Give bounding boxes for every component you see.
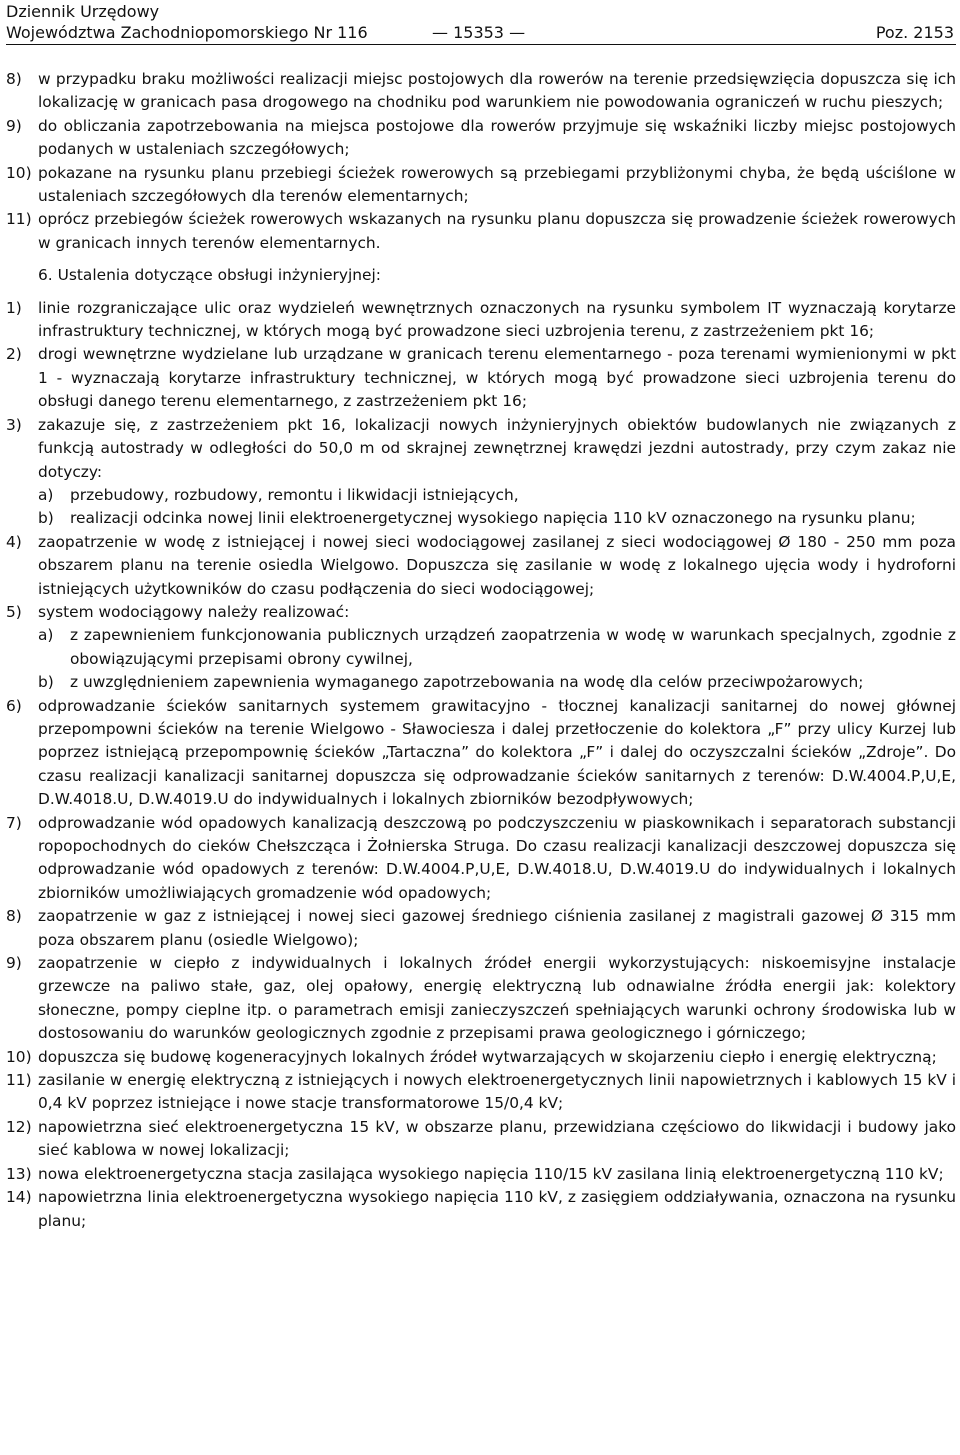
list-item-number: 11) — [6, 1071, 32, 1090]
list-item-text: zaopatrzenie w ciepło z indywidualnych i lokalnych źródeł energii wykorzystujących: niskoemisyjne instalacje grzewcze na paliwo stałe, gaz, olej opałowy, energię elektryczną lub odnawialne źródła energii jak: kolektory słoneczne, pompy cieplne itp. o parametrach emisji zanieczyszczeń spełniających warunki ochrony środowiska lub w dostosowaniu do warunków geologicznych zgodnie z przepisami prawa geologicznego i górniczego; — [38, 954, 956, 1043]
list-item-text: do obliczania zapotrzebowania na miejsca postojowe dla rowerów przyjmuje się wskaźniki liczby miejsc postojowych podanych w ustaleniach szczegółowych; — [38, 116, 956, 159]
list-item-text: system wodociągowy należy realizować: — [38, 602, 350, 621]
list-item-number: 11) — [6, 210, 32, 229]
sub-list-item — [38, 671, 956, 694]
list-item-number: 8) — [6, 907, 22, 926]
list-item — [6, 601, 956, 624]
list-item-number: 6) — [6, 696, 22, 715]
sub-list-item-letter: a) — [38, 626, 54, 645]
list-item-text: zaopatrzenie w wodę z istniejącej i nowej sieci wodociągowej zasilanej z sieci wodociągowej Ø 180 - 250 mm poza obszarem planu na terenie osiedla Wielgowo. Dopuszcza się zasilanie w wodę z lokalnego ujęcia wody i hydroforni istniejących użytkowników do czasu podłączenia do sieci wodociągowej; — [38, 532, 956, 598]
list-item-text: napowietrzna linia elektroenergetyczna wysokiego napięcia 110 kV, z zasięgiem oddziaływania, oznaczona na rysunku planu; — [38, 1188, 956, 1230]
section-list — [6, 297, 956, 1233]
list-item-number: 12) — [6, 1117, 32, 1136]
journal-subtitle: Województwa Zachodniopomorskiego Nr 116 — [6, 23, 368, 42]
list-item-text: oprócz przebiegów ścieżek rowerowych wskazanych na rysunku planu dopuszcza się prowadzenie ścieżek rowerowych w granicach innych terenów elementarnych. — [38, 210, 956, 252]
journal-title: Dziennik Urzędowy — [6, 2, 160, 21]
list-item — [6, 414, 956, 484]
list-item-number: 5) — [6, 602, 22, 621]
page-header — [6, 0, 956, 48]
list-item — [6, 162, 956, 209]
position-number: Poz. 2153 — [875, 23, 954, 42]
list-item — [6, 1046, 956, 1069]
sub-list-item-text: realizacji odcinka nowej linii elektroenergetycznej wysokiego napięcia 110 kV oznaczonego na rysunku planu; — [70, 509, 916, 528]
list-item — [6, 297, 956, 344]
list-item-number: 1) — [6, 298, 22, 317]
list-item-number: 13) — [6, 1164, 32, 1183]
section-heading — [6, 264, 956, 287]
page-number: — 15353 — — [432, 23, 526, 42]
sub-list-item — [38, 484, 956, 507]
list-item — [6, 343, 956, 413]
list-item-number: 9) — [6, 954, 22, 973]
sub-list-item-letter: b) — [38, 673, 54, 692]
list-item-text: pokazane na rysunku planu przebiegi ścieżek rowerowych są przebiegami przybliżonymi chyba, że będą uściślone w ustaleniach szczegółowych dla terenów elementarnych; — [38, 163, 956, 206]
list-item-number: 10) — [6, 163, 32, 182]
header-divider — [6, 44, 956, 45]
sub-list-item-letter: a) — [38, 485, 54, 504]
section-title: Ustalenia dotyczące obsługi inżynieryjnej: — [57, 266, 381, 285]
list-item-text: zakazuje się, z zastrzeżeniem pkt 16, lokalizacji nowych inżynieryjnych obiektów budowlanych nie związanych z funkcją autostrady w odległości do 50,0 m od skrajnej zewnętrznej krawędzi jezdni autostrady, przy czym zakaz nie dotyczy: — [38, 415, 956, 481]
list-item — [6, 1069, 956, 1116]
continued-list — [6, 68, 956, 255]
sub-list-item — [38, 507, 956, 530]
list-item-number: 14) — [6, 1188, 32, 1207]
list-item — [6, 68, 956, 115]
list-item-number: 3) — [6, 415, 22, 434]
sub-list-item-letter: b) — [38, 509, 54, 528]
list-item-text: nowa elektroenergetyczna stacja zasilająca wysokiego napięcia 110/15 kV zasilana linią elektroenergetyczną 110 kV; — [38, 1164, 944, 1183]
sub-list-item — [38, 624, 956, 671]
list-item — [6, 1116, 956, 1163]
list-item-text: zaopatrzenie w gaz z istniejącej i nowej sieci gazowej średniego ciśnienia zasilanej z magistrali gazowej Ø 315 mm poza obszarem planu (osiedle Wielgowo); — [38, 907, 956, 949]
sub-list-item-text: z zapewnieniem funkcjonowania publicznych urządzeń zaopatrzenia w wodę w warunkach specjalnych, zgodnie z obowiązującymi przepisami obrony cywilnej, — [70, 626, 956, 668]
list-item — [6, 812, 956, 906]
list-item — [6, 695, 956, 812]
list-item-number: 7) — [6, 813, 22, 832]
list-item-text: odprowadzanie wód opadowych kanalizacją deszczową po podczyszczeniu w piaskownikach i separatorach substancji ropopochodnych do cieków Chełszcząca i Żołnierska Struga. Do czasu realizacji kanalizacji deszczowej dopuszcza się odprowadzanie wód opadowych z terenów: D.W.4004.P,U,E, D.W.4018.U, D.W.4019.U do indywidualnych i lokalnych zbiorników umożliwiających gromadzenie wód opadowych; — [38, 813, 956, 902]
list-item-number: 2) — [6, 345, 22, 364]
list-item-text: napowietrzna sieć elektroenergetyczna 15 kV, w obszarze planu, przewidziana częściowo do likwidacji i budowy jako sieć kablowa w nowej lokalizacji; — [38, 1117, 956, 1160]
list-item — [6, 1163, 956, 1186]
list-item-text: odprowadzanie ścieków sanitarnych systemem grawitacyjno - tłocznej kanalizacji sanitarnej do nowej głównej przepompowni ścieków na terenie Wielgowo - Sławociesza i dalej przetłoczenie do kolektora „F” przy ulicy Kurzej lub poprzez istniejącą przepompownię ścieków „Tartaczna” do kolektora „F” i dalej do oczyszczalni ścieków „Zdroje”. Do czasu realizacji kanalizacji sanitarnej dopuszcza się odprowadzanie ścieków sanitarnych z terenów: D.W.4004.P,U,E, D.W.4018.U, D.W.4019.U do indywidualnych i lokalnych zbiorników bezodpływowych; — [38, 696, 956, 809]
list-item — [6, 531, 956, 601]
list-item — [6, 208, 956, 255]
list-item — [6, 115, 956, 162]
list-item-text: linie rozgraniczające ulic oraz wydzieleń wewnętrznych oznaczonych na rysunku symbolem IT wyznaczają korytarze infrastruktury technicznej, w których mogą być prowadzone sieci uzbrojenia terenu, z zastrzeżeniem pkt 16; — [38, 298, 956, 341]
list-item-number: 9) — [6, 116, 22, 135]
list-item — [6, 905, 956, 952]
list-item-number: 8) — [6, 70, 22, 88]
list-item-text: zasilanie w energię elektryczną z istniejących i nowych elektroenergetycznych linii napowietrznych i kablowych 15 kV i 0,4 kV poprzez istniejące i nowe stacje transformatorowe 15/0,4 kV; — [38, 1071, 956, 1113]
sub-list-item-text: z uwzględnieniem zapewnienia wymaganego zapotrzebowania na wodę dla celów przeciwpożarowych; — [70, 673, 864, 692]
document-body — [6, 68, 956, 1233]
list-item-number: 10) — [6, 1047, 32, 1066]
list-item — [6, 1186, 956, 1233]
list-item-text: drogi wewnętrzne wydzielane lub urządzane w granicach terenu elementarnego - poza terenami wymienionymi w pkt 1 - wyznaczają korytarze infrastruktury technicznej, w których mogą być prowadzone sieci uzbrojenia terenu do obsługi danego terenu elementarnego, z zastrzeżeniem pkt 16; — [38, 345, 956, 411]
sub-list-item-text: przebudowy, rozbudowy, remontu i likwidacji istniejących, — [70, 485, 519, 504]
list-item-text: w przypadku braku możliwości realizacji miejsc postojowych dla rowerów na terenie przedsięwzięcia dopuszcza się ich lokalizację w granicach pasa drogowego na chodniku pod warunkiem nie powodowania ograniczeń w ruchu pieszych; — [38, 70, 956, 112]
list-item-text: dopuszcza się budowę kogeneracyjnych lokalnych źródeł wytwarzających w skojarzeniu ciepło i energię elektryczną; — [38, 1047, 937, 1066]
section-number: 6. — [38, 266, 53, 285]
list-item — [6, 952, 956, 1046]
list-item-number: 4) — [6, 532, 22, 551]
